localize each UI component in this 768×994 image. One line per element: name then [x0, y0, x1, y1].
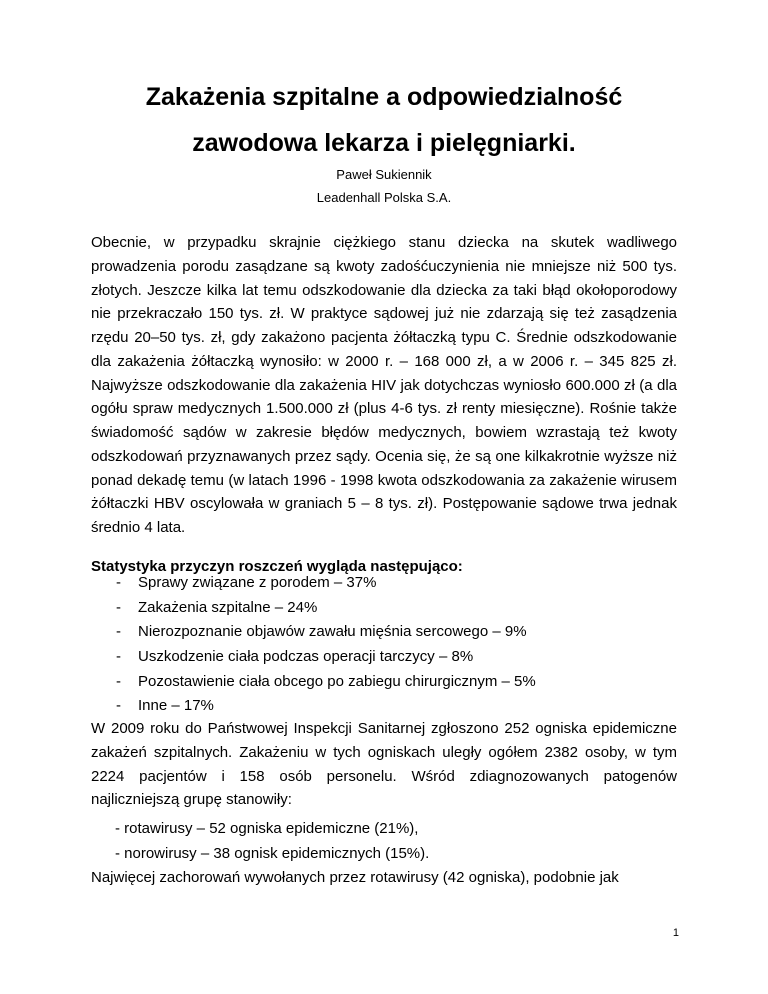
list-item-text: Uszkodzenie ciała podczas operacji tarczycy – 8%	[138, 648, 474, 666]
paragraph-rotavirus: Najwięcej zachorowań wywołanych przez rotawirusy (42 ogniska), podobnie jak	[91, 869, 619, 886]
list-dash: -	[116, 623, 121, 641]
list-dash: -	[116, 648, 121, 666]
author-name: Paweł Sukiennik	[336, 167, 432, 182]
list-item-text: Sprawy związane z porodem – 37%	[138, 574, 377, 591]
list-item-text: Nierozpoznanie objawów zawału mięśnia sercowego – 9%	[138, 623, 527, 641]
list-item-text: Zakażenia szpitalne – 24%	[138, 598, 318, 616]
list-item: - rotawirusy – 52 ogniska epidemiczne (21%),	[115, 820, 419, 837]
list-dash: -	[116, 598, 121, 616]
list-item: - norowirusy – 38 ognisk epidemicznych (15%).	[115, 844, 430, 862]
page-number: 1	[672, 927, 679, 939]
list-item	[91, 620, 677, 645]
claims-statistics-list	[91, 571, 677, 719]
paragraph-compensation: Obecnie, w przypadku skrajnie ciężkiego stanu dziecka na skutek wadliwego prowadzenia porodu zasądzane są kwoty zadośćuczynienia nie mniejsze niż 500 tys. złotych. Jeszcze kilka lat temu odszkodowanie dla dziecka za taki błąd okołoporodowy nie przekraczało 150 tys. zł. W praktyce sądowej już nie zdarzają się też zasądzenia rzędu 20–50 tys. zł, gdy zakażono pacjenta żółtaczką typu C. Średnie odszkodowanie dla zakażenia żółtaczką wynosiło: w 2000 r. – 168 000 zł, a w 2006 r. – 345 825 zł. Najwyższe odszkodowanie dla zakażenia HIV jak dotychczas wyniosło 600.000 zł (a dla ogółu spraw medycznych 1.500.000 zł (plus 4-6 tys. zł renty miesięczne). Rośnie także świadomość sądów w zakresie błędów medycznych, bowiem wzrastają też kwoty odszkodowań przyznawanych przez sądy. Ocenia się, że są one kilkakrotnie wyższe niż ponad dekadę temu (w latach 1996 - 1998 kwota odszkodowania za zakażenie wirusem żółtaczki HBV oscylowała w graniach 5 – 8 tys. zł). Postępowanie sądowe trwa jednak średnio 4 lata.	[91, 234, 677, 536]
document-title-line-2: zawodowa lekarza i pielęgniarki.	[192, 129, 576, 157]
author-company: Leadenhall Polska S.A.	[316, 190, 452, 205]
list-item	[91, 596, 677, 621]
statistics-heading: Statystyka przyczyn roszczeń wygląda następująco:	[91, 558, 463, 575]
list-item	[91, 694, 677, 719]
list-item	[91, 571, 677, 596]
paragraph-epidemic-outbreaks: W 2009 roku do Państwowej Inspekcji Sanitarnej zgłoszono 252 ogniska epidemiczne zakażeń szpitalnych. Zakażeniu w tych ogniskach uległy ogółem 2382 osoby, w tym 2224 pacjentów i 158 osób personelu. Wśród zdiagnozowanych patogenów najliczniejszą grupę stanowiły:	[91, 720, 677, 809]
list-dash: -	[116, 697, 121, 715]
document-title-line-1: Zakażenia szpitalne a odpowiedzialność	[145, 83, 623, 111]
list-item-text: Inne – 17%	[138, 697, 214, 715]
list-dash: -	[116, 574, 121, 591]
list-item-text: Pozostawienie ciała obcego po zabiegu chirurgicznym – 5%	[138, 672, 536, 690]
list-dash: -	[116, 672, 121, 690]
pathogen-list	[115, 817, 429, 866]
list-item	[91, 645, 677, 670]
list-item	[91, 670, 677, 695]
